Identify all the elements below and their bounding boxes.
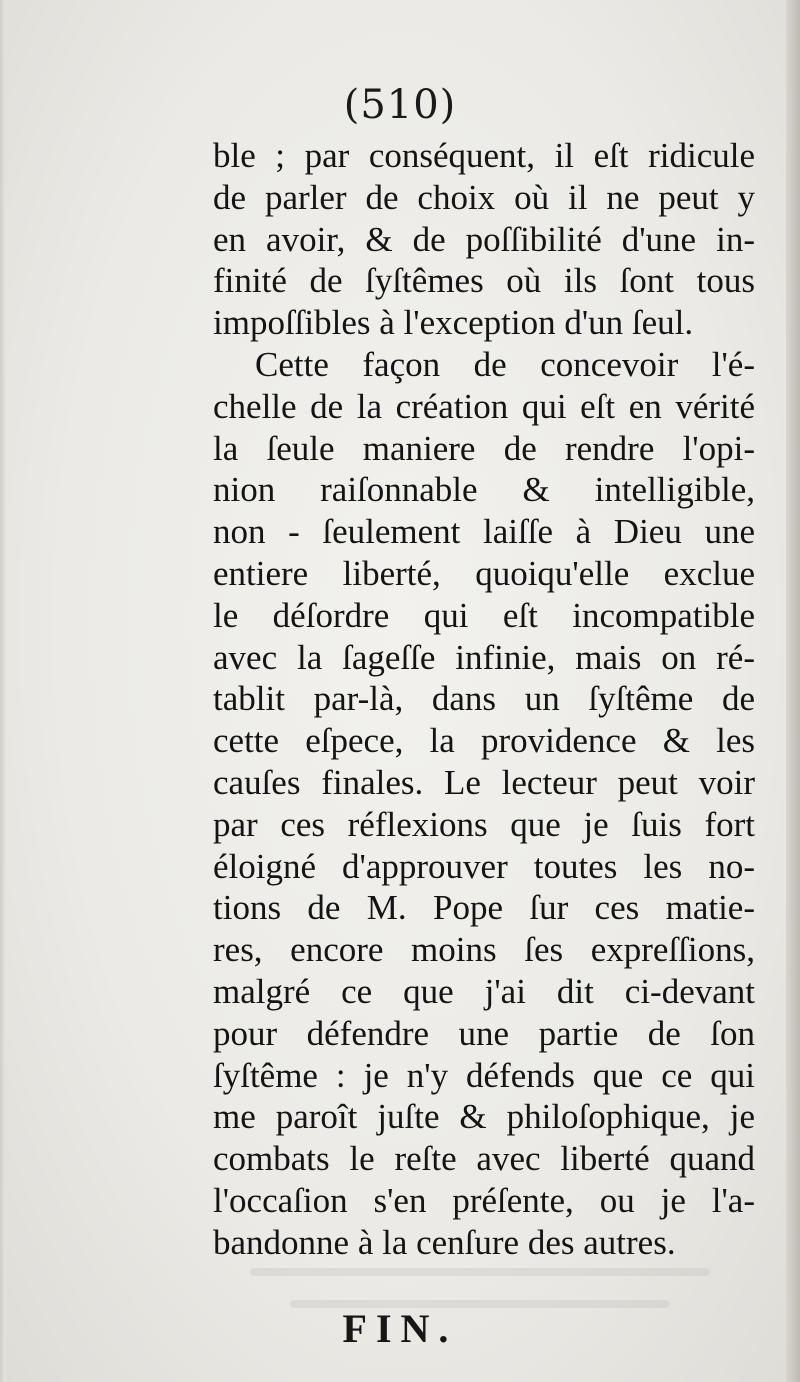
text-line: non - ſeulement laiſſe à Dieu une	[213, 512, 755, 552]
text-line: tions de M. Pope ſur ces matie-	[213, 888, 755, 928]
text-line: res, encore moins ſes expreſſions,	[213, 930, 755, 970]
text-line: le déſordre qui eſt incompatible	[213, 595, 755, 635]
fin-marker: FIN.	[342, 1306, 458, 1351]
text-line: finité de ſyſtêmes où ils ſont tous	[213, 261, 755, 301]
text-line: cette eſpece, la providence & les	[213, 721, 755, 761]
text-line: la ſeule maniere de rendre l'opi-	[213, 428, 755, 468]
text-line: par ces réflexions que je ſuis fort	[213, 804, 755, 844]
text-line: combats le reſte avec liberté quand	[213, 1139, 755, 1179]
text-line: avec la ſageſſe infinie, mais on ré-	[213, 637, 755, 677]
text-line: malgré ce que j'ai dit ci-devant	[213, 971, 755, 1011]
text-line: de parler de choix où il ne peut y	[213, 177, 755, 217]
text-line: ble ; par conséquent, il eſt ridicule	[213, 136, 755, 175]
text-line: ſyſtême : je n'y défends que ce qui	[213, 1055, 755, 1095]
text-line: l'occaſion s'en préſente, ou je l'a-	[213, 1180, 755, 1220]
text-line: tablit par-là, dans un ſyſtême de	[213, 679, 755, 719]
text-line: me paroît juſte & philoſophique, je	[213, 1097, 755, 1137]
text-line: entiere liberté, quoiqu'elle exclue	[213, 553, 755, 593]
body-text	[213, 135, 755, 1264]
text-line: Cette façon de concevoir l'é-	[255, 344, 755, 384]
page-left-edge	[0, 0, 6, 1382]
text-line: en avoir, & de poſſibilité d'une in-	[213, 219, 755, 259]
show-through-mark	[250, 1268, 710, 1276]
text-line: nion raiſonnable & intelligible,	[213, 470, 755, 510]
text-line: cauſes finales. Le lecteur peut voir	[213, 762, 755, 802]
text-line: éloigné d'approuver toutes les no-	[213, 846, 755, 886]
page-right-edge	[786, 0, 800, 1382]
text-line: pour défendre une partie de ſon	[213, 1013, 755, 1053]
text-line: chelle de la création qui eſt en vérité	[213, 386, 755, 426]
page-number: (510)	[343, 82, 457, 128]
text-line: impoſſibles à l'exception d'un ſeul.	[213, 303, 694, 343]
text-line: bandonne à la cenſure des autres.	[213, 1222, 676, 1262]
